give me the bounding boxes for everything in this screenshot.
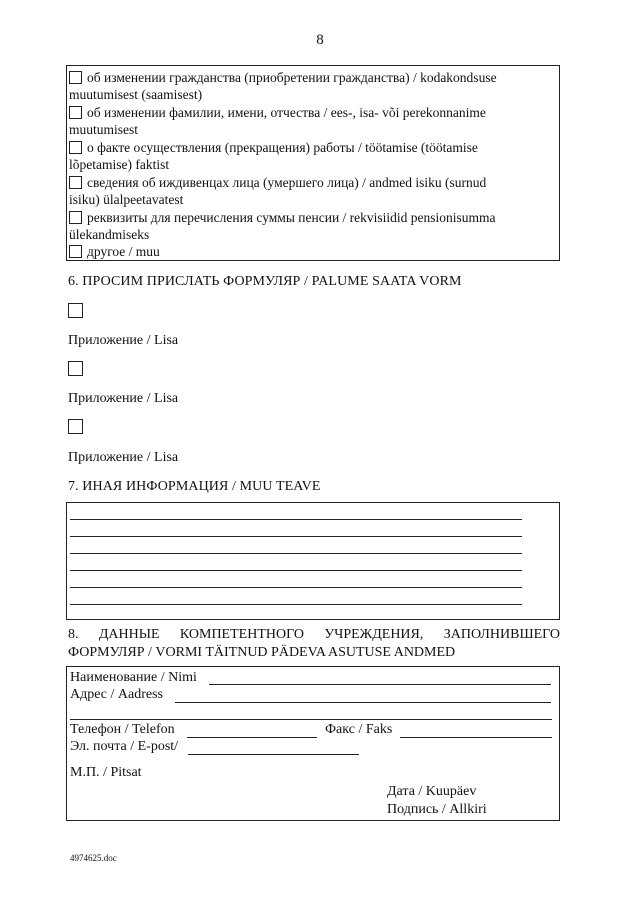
name-label: Наименование / Nimi: [70, 670, 197, 685]
section8-title-line2: ФОРМУЛЯР / VORMI TÄITNUD PÄDEVA ASUTUSE ANDMED: [68, 645, 456, 660]
other-info-line-4[interactable]: [70, 570, 522, 571]
other-info-line-6[interactable]: [70, 604, 522, 605]
option-other: другое / muu: [69, 243, 557, 260]
signature-label: Подпись / Allkiri: [387, 802, 487, 817]
section6-title: 6. ПРОСИМ ПРИСЛАТЬ ФОРМУЛЯР / PALUME SAATA VORM: [68, 274, 462, 289]
other-info-line-5[interactable]: [70, 587, 522, 588]
checkbox-attachment-1[interactable]: [68, 303, 83, 318]
email-field[interactable]: [188, 754, 359, 755]
page-number: 8: [316, 32, 324, 48]
checkbox-attachment-2[interactable]: [68, 361, 83, 376]
address-field[interactable]: [175, 702, 551, 703]
date-label: Дата / Kuupäev: [387, 784, 477, 799]
option-citizenship: об изменении гражданства (приобретении гражданства) / kodakondsuse muutumisest (saamisest): [69, 70, 497, 102]
fax-field[interactable]: [400, 737, 552, 738]
checkbox-dependants[interactable]: [69, 176, 82, 189]
name-field[interactable]: [209, 684, 551, 685]
section7-title: 7. ИНАЯ ИНФОРМАЦИЯ / MUU TEAVE: [68, 479, 321, 494]
other-info-line-1[interactable]: [70, 519, 522, 520]
other-info-line-3[interactable]: [70, 553, 522, 554]
fax-label: Факс / Faks: [325, 722, 393, 737]
other-info-line-2[interactable]: [70, 536, 522, 537]
attachment-label-2: Приложение / Lisa: [68, 391, 179, 406]
option-employment: о факте осуществления (прекращения) работы / töötamise (töötamise lõpetamise) faktist: [69, 140, 478, 172]
address-label: Адрес / Aadress: [70, 687, 163, 702]
checkbox-employment[interactable]: [69, 141, 82, 154]
phone-label: Телефон / Telefon: [70, 722, 175, 737]
change-options-box: [66, 65, 560, 261]
stamp-label: М.П. / Pitsat: [70, 765, 142, 780]
checkbox-pension-details[interactable]: [69, 211, 82, 224]
checkbox-attachment-3[interactable]: [68, 419, 83, 434]
address-field-2[interactable]: [70, 719, 552, 720]
attachment-label-1: Приложение / Lisa: [68, 333, 179, 348]
option-pension-details: реквизиты для перечисления суммы пенсии / rekvisiidid pensionisumma ülekandmiseks: [69, 210, 496, 242]
checkbox-citizenship[interactable]: [69, 71, 82, 84]
institution-box: [66, 666, 560, 821]
option-dependants: сведения об иждивенцах лица (умершего лица) / andmed isiku (surnud isiku) ülalpeetavatest: [69, 175, 487, 207]
phone-field[interactable]: [187, 737, 317, 738]
other-info-box: [66, 502, 560, 620]
checkbox-other[interactable]: [69, 245, 82, 258]
option-name-change: об изменении фамилии, имени, отчества / ees-, isa- või perekonnanime muutumisest: [69, 105, 486, 137]
email-label: Эл. почта / E-post/: [70, 739, 179, 754]
footer-doc-id: 4974625.doc: [70, 853, 117, 863]
section8-title-line1: 8. ДАННЫЕ КОМПЕТЕНТНОГО УЧРЕЖДЕНИЯ, ЗАПОЛНИВШЕГО: [68, 627, 560, 642]
checkbox-name-change[interactable]: [69, 106, 82, 119]
attachment-label-3: Приложение / Lisa: [68, 450, 179, 465]
